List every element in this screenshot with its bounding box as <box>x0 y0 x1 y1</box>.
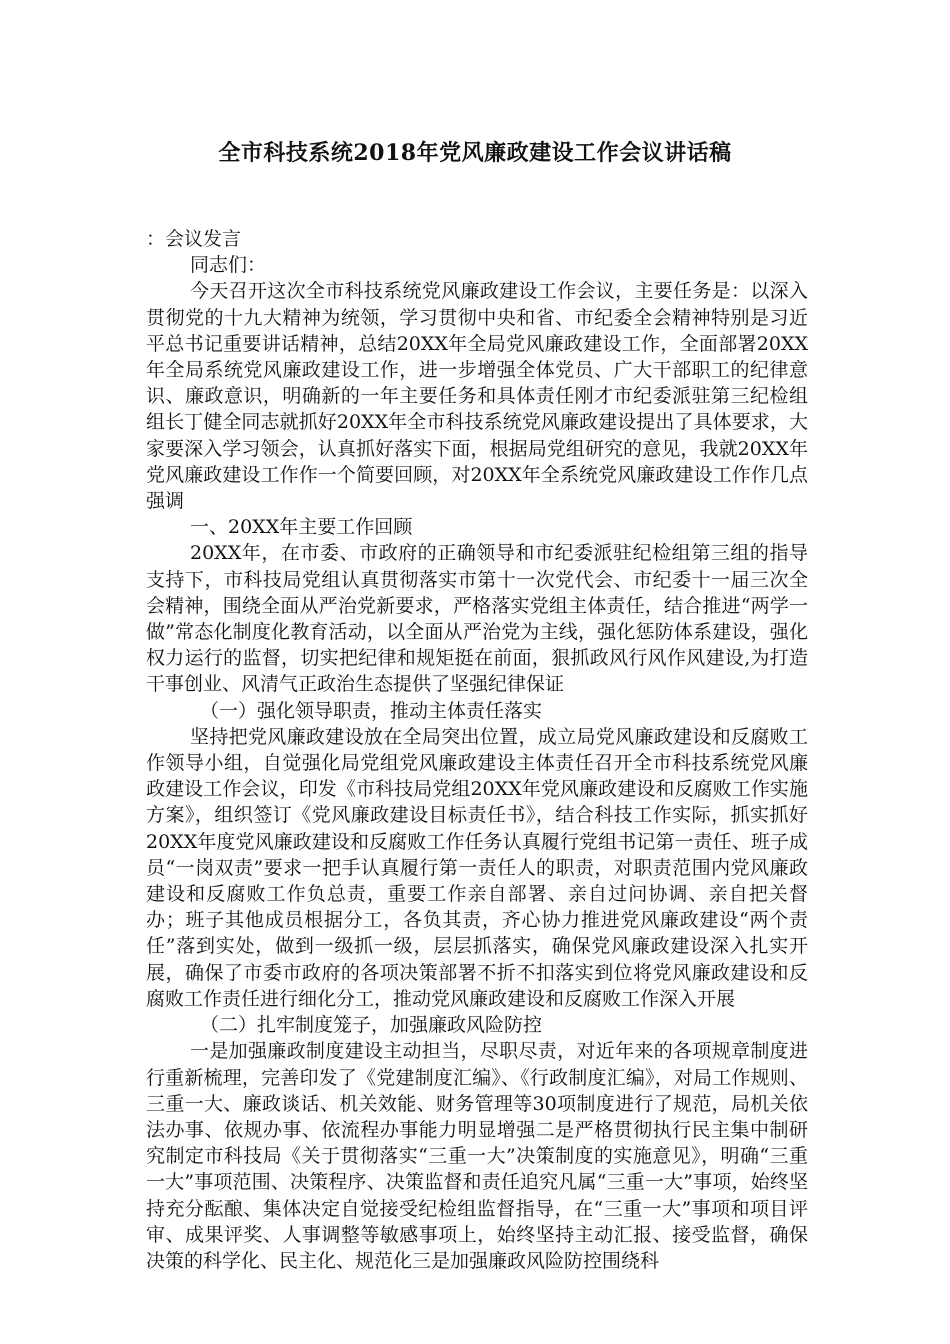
paragraph-leadership-duties: 坚持把党风廉政建设放在全局突出位置，成立局党风廉政建设和反腐败工作领导小组，自觉强化局党组党风廉政建设主体责任召开全市科技系统党风廉政建设工作会议，印发《市科技局党组20XX年党风廉政建设和反腐败工作实施方案》，组织签订《党风廉政建设目标责任书》，结合科技工作实际，抓实抓好20XX年度党风廉政建设和反腐败工作任务认真履行党组书记第一责任、班子成员“一岗双责”要求一把手认真履行第一责任人的职责，对职责范围内党风廉政建设和反腐败工作负总责，重要工作亲自部署、亲自过问协调、亲自把关督办；班子其他成员根据分工，各负其责，齐心协力推进党风廉政建设“两个责任”落到实处，做到一级抓一级，层层抓落实，确保党风廉政建设深入扎实开展，确保了市委市政府的各项决策部署不折不扣落实到位将党风廉政建设和反腐败工作责任进行细化分工，推动党风廉政建设和反腐败工作深入开展 <box>146 725 808 1010</box>
paragraph-review-summary: 20XX年，在市委、市政府的正确领导和市纪委派驻纪检组第三组的指导支持下，市科技局党组认真贯彻落实市第十一次党代会、市纪委十一届三次全会精神，围绕全面从严治党新要求，严格落实党组主体责任，结合推进“两学一做”常态化制度化教育活动，以全面从严治党为主线，强化惩防体系建设，强化权力运行的监督，切实把纪律和规矩挺在前面，狠抓政风行风作风建设,为打造干事创业、风清气正政治生态提供了坚强纪律保证 <box>146 542 808 696</box>
document-label: ：会议发言 <box>146 228 242 250</box>
section-heading-review: 一、20XX年主要工作回顾 <box>190 516 413 539</box>
paragraph-intro: 今天召开这次全市科技系统党风廉政建设工作会议，主要任务是：以深入贯彻党的十九大精神为统领，学习贯彻中央和省、市纪委全会精神特别是习近平总书记重要讲话精神，总结20XX年全局党风廉政建设工作，全面部署20XX年全局系统党风廉政建设工作，进一步增强全体党员、广大干部职工的纪律意识、廉政意识，明确新的一年主要任务和具体责任刚才市纪委派驻第三纪检组组长丁健全同志就抓好20XX年全市科技系统党风廉政建设提出了具体要求，大家要深入学习领会，认真抓好落实下面，根据局党组研究的意见，我就20XX年党风廉政建设工作作一个简要回顾，对20XX年全系统党风廉政建设工作作几点强调 <box>146 280 808 513</box>
paragraph-system-risk-control: 一是加强廉政制度建设主动担当，尽职尽责，对近年来的各项规章制度进行重新梳理，完善印发了《党建制度汇编》、《行政制度汇编》，对局工作规则、三重一大、廉政谈话、机关效能、财务管理等30项制度进行了规范，局机关依法办事、依规办事、依流程办事能力明显增强二是严格贯彻执行民主集中制研究制定市科技局《关于贯彻落实“三重一大”决策制度的实施意见》，明确“三重一大”事项范围、决策程序、决策监督和责任追究凡属“三重一大”事项，始终坚持充分酝酿、集体决定自觉接受纪检组监督指导，在“三重一大”事项和项目评审、成果评奖、人事调整等敏感事项上，始终坚持主动汇报、接受监督，确保决策的科学化、民主化、规范化三是加强廉政风险防控围绕科 <box>146 1040 808 1272</box>
document-title: 全市科技系统2018年党风廉政建设工作会议讲话稿 <box>218 140 732 166</box>
subheading-system-risk-control: （二）扎牢制度笼子，加强廉政风险防控 <box>200 1014 543 1037</box>
salutation: 同志们： <box>190 254 267 277</box>
document-body <box>146 226 808 1274</box>
subheading-leadership-duties: （一）强化领导职责，推动主体责任落实 <box>200 699 543 722</box>
